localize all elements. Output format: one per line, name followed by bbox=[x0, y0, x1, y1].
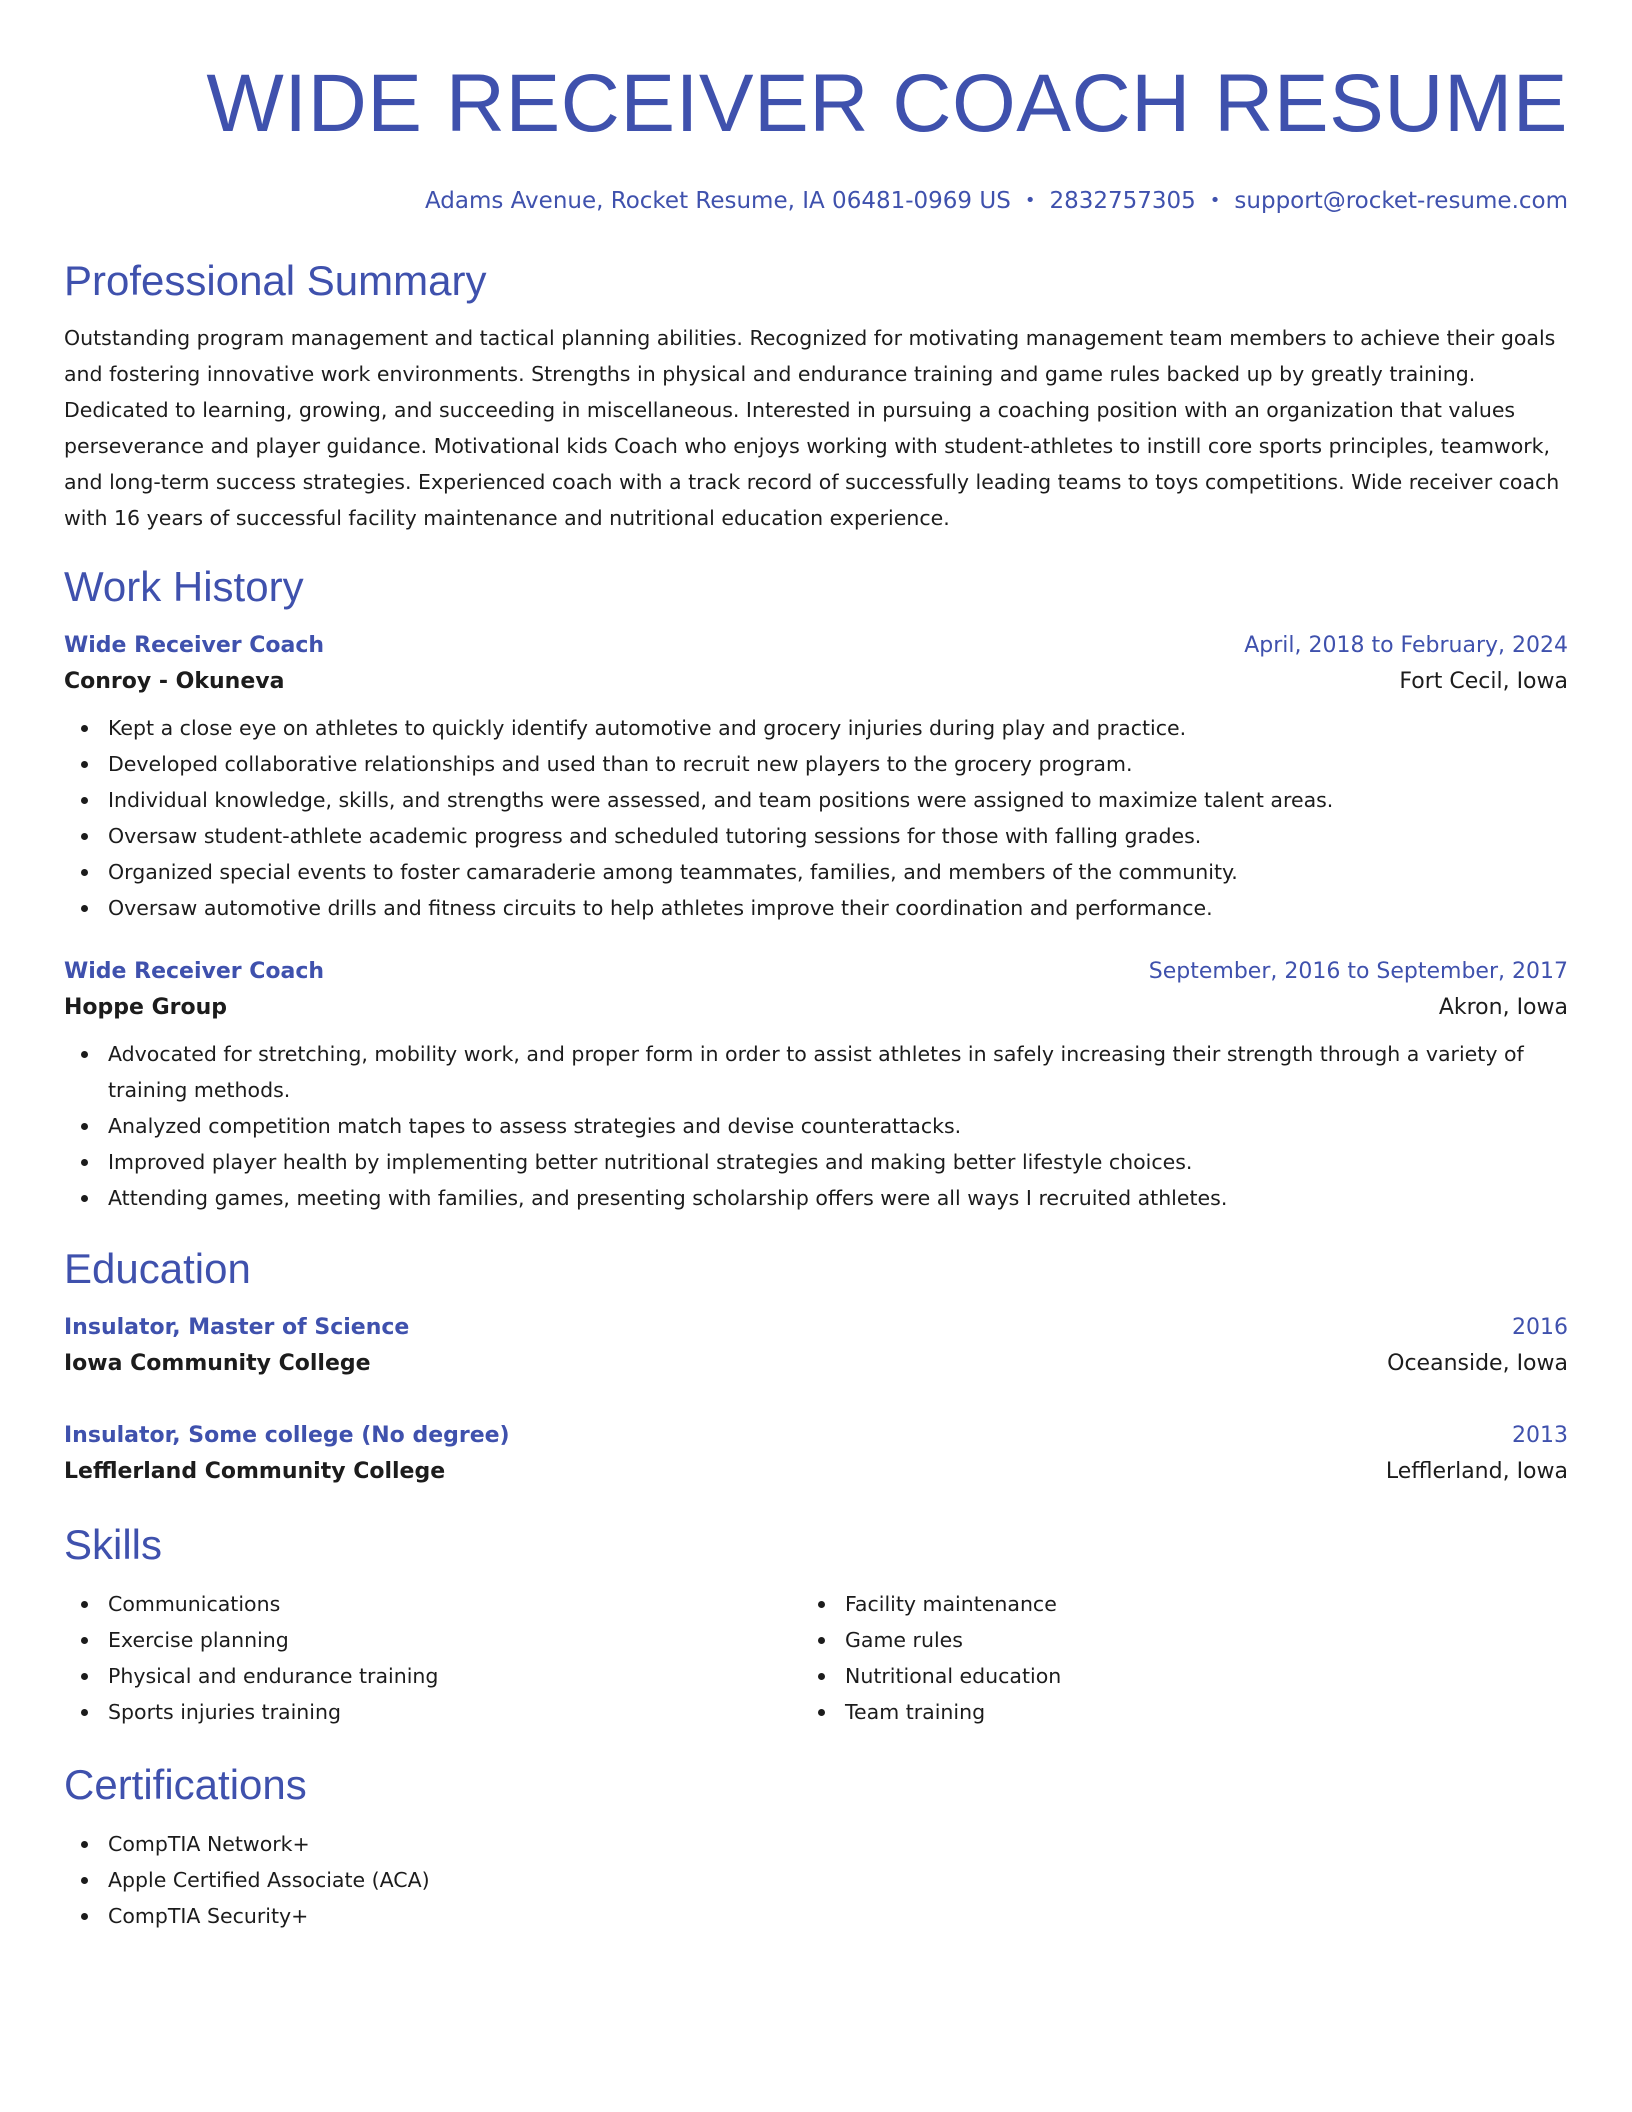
education-degree: Insulator, Some college (No degree) bbox=[64, 1423, 510, 1448]
skill-item: Exercise planning bbox=[108, 1622, 801, 1658]
education-heading: Education bbox=[64, 1245, 251, 1292]
education-entry bbox=[64, 1418, 1568, 1490]
certification-item: CompTIA Network+ bbox=[108, 1826, 1568, 1862]
skill-item: Facility maintenance bbox=[845, 1586, 1538, 1622]
job-bullets bbox=[64, 1036, 1568, 1216]
education-location: Oceanside, Iowa bbox=[1387, 1351, 1568, 1376]
job-bullet-item: Attending games, meeting with families, and presenting scholarship offers were all ways I recruited athletes. bbox=[108, 1180, 1568, 1216]
job-employer-row bbox=[64, 990, 1568, 1026]
job-bullet-item: Oversaw automotive drills and fitness circuits to help athletes improve their coordination and performance. bbox=[108, 890, 1568, 926]
certification-item: Apple Certified Associate (ACA) bbox=[108, 1862, 1568, 1898]
contact-email: support@rocket-resume.com bbox=[1234, 188, 1568, 214]
skills-columns bbox=[64, 1586, 1568, 1730]
education-location: Lefflerland, Iowa bbox=[1385, 1459, 1568, 1484]
employer-name: Hoppe Group bbox=[64, 995, 228, 1020]
skill-item: Nutritional education bbox=[845, 1658, 1538, 1694]
certification-item: CompTIA Security+ bbox=[108, 1898, 1568, 1934]
education-degree: Insulator, Master of Science bbox=[64, 1315, 410, 1340]
contact-address: Adams Avenue, Rocket Resume, IA 06481-0969 US bbox=[424, 188, 1011, 214]
certifications-heading: Certifications bbox=[64, 1761, 307, 1808]
job-dates: September, 2016 to September, 2017 bbox=[1148, 959, 1568, 984]
skills-list bbox=[801, 1586, 1538, 1730]
education-entry bbox=[64, 1310, 1568, 1382]
job-bullets bbox=[64, 710, 1568, 926]
contact-line bbox=[64, 186, 1568, 216]
employer-name: Conroy - Okuneva bbox=[64, 669, 285, 694]
education-year: 2013 bbox=[1512, 1423, 1568, 1448]
education-school-row bbox=[64, 1346, 1568, 1382]
skill-item: Game rules bbox=[845, 1622, 1538, 1658]
job-employer-row bbox=[64, 664, 1568, 700]
job-bullet-item: Kept a close eye on athletes to quickly identify automotive and grocery injuries during play and practice. bbox=[108, 710, 1568, 746]
education-year: 2016 bbox=[1512, 1315, 1568, 1340]
job-title: Wide Receiver Coach bbox=[64, 959, 325, 984]
skills-column-right bbox=[801, 1586, 1538, 1730]
job-title-row bbox=[64, 954, 1568, 990]
summary-text: Outstanding program management and tactical planning abilities. Recognized for motivating management team members to achieve their goals and fostering innovative work environments. Strengths in physical and endurance training and game rules backed up by greatly training. Dedicated to learning, growing, and succeeding in miscellaneous. Interested in pursuing a coaching position with an organization that values perseverance and player guidance. Motivational kids Coach who enjoys working with student-athletes to instill core sports principles, teamwork, and long-term success strategies. Experienced coach with a track record of successfully leading teams to toys competitions. Wide receiver coach with 16 years of successful facility maintenance and nutritional education experience. bbox=[64, 326, 1560, 530]
certifications-list bbox=[64, 1826, 1568, 1934]
education-school: Lefflerland Community College bbox=[64, 1459, 446, 1484]
job-bullet-item: Oversaw student-athlete academic progress and scheduled tutoring sessions for those with falling grades. bbox=[108, 818, 1568, 854]
job-location: Akron, Iowa bbox=[1438, 995, 1568, 1020]
skill-item: Sports injuries training bbox=[108, 1694, 801, 1730]
job-entry bbox=[64, 628, 1568, 926]
job-bullet-item: Improved player health by implementing better nutritional strategies and making better lifestyle choices. bbox=[108, 1144, 1568, 1180]
job-bullet-item: Organized special events to foster camaraderie among teammates, families, and members of the community. bbox=[108, 854, 1568, 890]
contact-separator: • bbox=[1209, 190, 1221, 211]
job-bullet-item: Developed collaborative relationships and used than to recruit new players to the grocery program. bbox=[108, 746, 1568, 782]
contact-separator: • bbox=[1024, 190, 1036, 211]
education-degree-row bbox=[64, 1310, 1568, 1346]
job-entry bbox=[64, 954, 1568, 1216]
skill-item: Communications bbox=[108, 1586, 801, 1622]
job-bullet-item: Advocated for stretching, mobility work, and proper form in order to assist athletes in safely increasing their strength through a variety of training methods. bbox=[108, 1036, 1568, 1108]
skill-item: Physical and endurance training bbox=[108, 1658, 801, 1694]
job-title: Wide Receiver Coach bbox=[64, 633, 325, 658]
job-bullet-item: Analyzed competition match tapes to assess strategies and devise counterattacks. bbox=[108, 1108, 1568, 1144]
education-school-row bbox=[64, 1454, 1568, 1490]
job-bullet-item: Individual knowledge, skills, and strengths were assessed, and team positions were assigned to maximize talent areas. bbox=[108, 782, 1568, 818]
skills-column-left bbox=[64, 1586, 801, 1730]
skills-list bbox=[64, 1586, 801, 1730]
education-school: Iowa Community College bbox=[64, 1351, 371, 1376]
job-location: Fort Cecil, Iowa bbox=[1399, 669, 1568, 694]
job-dates: April, 2018 to February, 2024 bbox=[1244, 633, 1568, 658]
education-degree-row bbox=[64, 1418, 1568, 1454]
summary-heading: Professional Summary bbox=[64, 257, 487, 304]
work-history-heading: Work History bbox=[64, 563, 304, 610]
job-title-row bbox=[64, 628, 1568, 664]
skills-heading: Skills bbox=[64, 1521, 163, 1568]
contact-phone: 2832757305 bbox=[1049, 188, 1196, 214]
resume-title: WIDE RECEIVER COACH RESUME bbox=[206, 58, 1568, 149]
skill-item: Team training bbox=[845, 1694, 1538, 1730]
